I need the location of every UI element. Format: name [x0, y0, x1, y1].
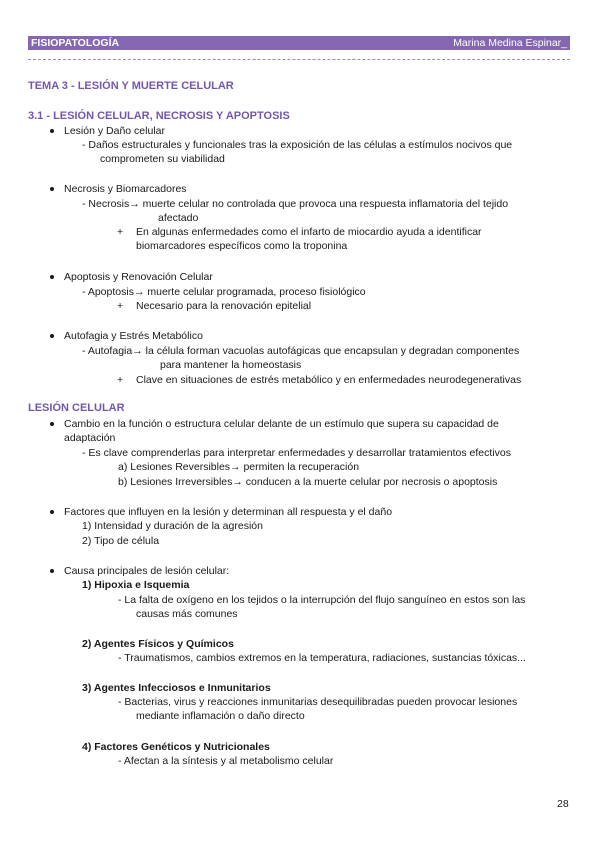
- list-detail-cont: biomarcadores específicos como la troponina: [136, 240, 348, 252]
- list-subitem-cont: para mantener la homeostasis: [160, 359, 302, 371]
- header-divider: [28, 59, 570, 60]
- plus-sign: +: [117, 300, 124, 312]
- header-subject: FISIOPATOLOGÍA: [31, 37, 120, 49]
- header-author: Marina Medina Espinar_: [453, 37, 567, 49]
- list-detail: Clave en situaciones de estrés metabólico y en enfermedades neurodegenerativas: [136, 374, 522, 386]
- bullet: [50, 510, 54, 514]
- page-number: 28: [557, 798, 569, 810]
- plus-sign: +: [117, 226, 124, 238]
- cause-detail: - La falta de oxígeno en los tejidos o la interrupción del flujo sanguíneo en estos son las: [118, 594, 526, 606]
- cause-detail: - Bacterias, virus y reacciones inmunitarias desequilibradas pueden provocar lesiones: [118, 696, 518, 708]
- cause-detail-cont: mediante inflamación o daño directo: [136, 710, 305, 722]
- cause-title: 4) Factores Genéticos y Nutricionales: [82, 741, 270, 753]
- list-detail: b) Lesiones Irreversibles→ conducen a la muerte celular por necrosis o apoptosis: [118, 476, 498, 488]
- list-subitem: - Daños estructurales y funcionales tras la exposición de las células a estímulos nocivos que: [82, 139, 513, 151]
- page-title: TEMA 3 - LESIÓN Y MUERTE CELULAR: [28, 80, 234, 92]
- list-item: Apoptosis y Renovación Celular: [64, 271, 213, 283]
- list-detail: 1) Intensidad y duración de la agresión: [82, 520, 263, 532]
- bullet: [50, 129, 54, 133]
- list-detail: Necesario para la renovación epitelial: [136, 300, 312, 312]
- cause-detail: - Afectan a la síntesis y al metabolismo celular: [118, 755, 334, 767]
- section-heading: LESIÓN CELULAR: [28, 402, 125, 414]
- cause-title: 2) Agentes Físicos y Químicos: [82, 638, 234, 650]
- list-subitem: - Autofagia→ la célula forman vacuolas autofágicas que encapsulan y degradan componentes: [82, 345, 520, 357]
- list-subitem-cont: afectado: [158, 212, 199, 224]
- list-item: Lesión y Daño celular: [64, 125, 165, 137]
- list-subitem-cont: comprometen su viabilidad: [100, 153, 225, 165]
- list-detail: En algunas enfermedades como el infarto de miocardio ayuda a identificar: [136, 226, 482, 238]
- bullet: [50, 334, 54, 338]
- bullet: [50, 569, 54, 573]
- list-subitem: - Apoptosis→ muerte celular programada, proceso fisiológico: [82, 286, 366, 298]
- definition: Cambio en la función o estructura celular delante de un estímulo que supera su capacidad de: [64, 418, 499, 430]
- cause-title: 3) Agentes Infecciosos e Inmunitarios: [82, 682, 271, 694]
- cause-detail: - Traumatismos, cambios extremos en la temperatura, radiaciones, sustancias tóxicas...: [118, 652, 526, 664]
- bullet: [50, 422, 54, 426]
- list-detail: a) Lesiones Reversibles→ permiten la recuperación: [118, 461, 360, 473]
- list-item: Autofagia y Estrés Metabólico: [64, 330, 203, 342]
- definition-cont: adaptación: [64, 432, 116, 444]
- cause-detail-cont: causas más comunes: [136, 608, 238, 620]
- plus-sign: +: [117, 374, 124, 386]
- list-subitem: - Necrosis→ muerte celular no controlada que provoca una respuesta inflamatoria del tejido: [82, 198, 509, 210]
- bullet: [50, 275, 54, 279]
- bullet: [50, 187, 54, 191]
- list-item: Causa principales de lesión celular:: [64, 565, 230, 577]
- cause-title: 1) Hipoxia e Isquemia: [82, 579, 190, 591]
- list-subitem: - Es clave comprenderlas para interpretar enfermedades y desarrollar tratamientos efectivos: [82, 447, 511, 459]
- section-heading: 3.1 - LESIÓN CELULAR, NECROSIS Y APOPTOSIS: [28, 110, 290, 122]
- list-item: Factores que influyen en la lesión y determinan all respuesta y el daño: [64, 506, 393, 518]
- list-detail: 2) Tipo de célula: [82, 535, 160, 547]
- header-bar: [28, 36, 570, 50]
- list-item: Necrosis y Biomarcadores: [64, 183, 187, 195]
